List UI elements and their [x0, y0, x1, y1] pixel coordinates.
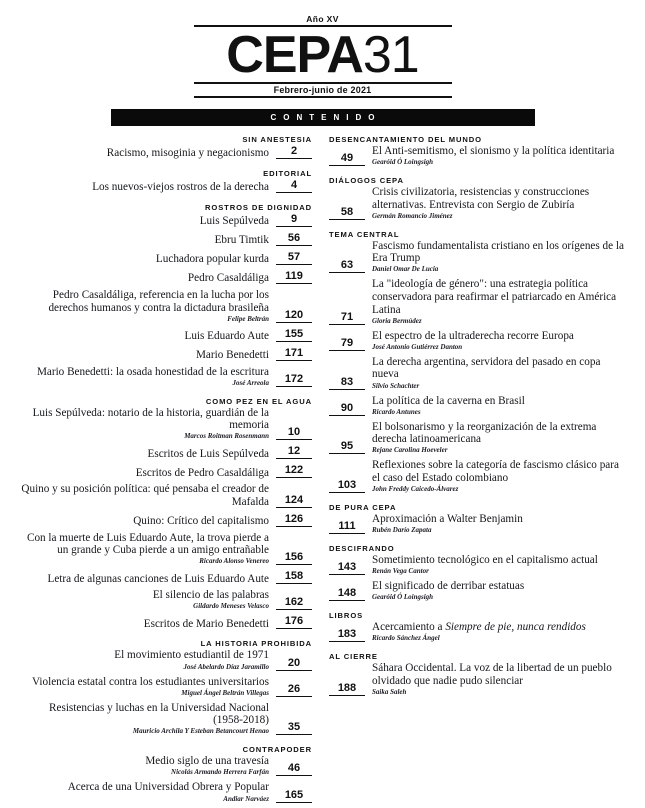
toc-entry-page-number[interactable]: 155 — [276, 328, 312, 342]
toc-entry[interactable] — [329, 554, 627, 576]
toc-entry-title: Violencia estatal contra los estudiantes universitarios — [32, 675, 269, 688]
toc-entry-page-number[interactable]: 63 — [329, 259, 365, 273]
toc-entry-page-number[interactable]: 26 — [276, 683, 312, 697]
toc-entry-page-number[interactable]: 162 — [276, 596, 312, 610]
toc-entry-author: Andiar Narváez — [223, 794, 269, 803]
toc-entry-title: El movimiento estudiantil de 1971 — [114, 649, 269, 662]
toc-entry-textblock — [372, 395, 627, 417]
toc-entry-textblock — [372, 554, 627, 576]
toc-entry-title: El bolsonarismo y la reorganización de la extrema derecha latinoamericana — [372, 420, 597, 446]
toc-entry[interactable] — [18, 445, 312, 460]
toc-entry-title: La derecha argentina, servidora del pasado en copa nueva — [372, 355, 601, 381]
toc-entry[interactable] — [329, 278, 627, 325]
toc-entry-page-number[interactable]: 10 — [276, 426, 312, 440]
toc-entry-textblock — [18, 618, 269, 631]
toc-entry[interactable] — [329, 580, 627, 602]
toc-entry-page-number[interactable]: 46 — [276, 762, 312, 776]
toc-entry-title: Luis Sepúlveda: notario de la historia, guardián de la memoria — [32, 406, 269, 432]
toc-entry[interactable] — [18, 615, 312, 630]
toc-entry-page-number[interactable]: 12 — [276, 445, 312, 459]
toc-entry-author: Rejane Carolina Hoeveler — [372, 446, 448, 455]
toc-entry[interactable] — [18, 289, 312, 324]
toc-right-column — [320, 135, 627, 701]
toc-entry-page-number[interactable]: 143 — [329, 561, 365, 575]
toc-entry-textblock — [18, 289, 269, 324]
section-heading: LIBROS — [329, 611, 364, 621]
section-heading: COMO PEZ EN EL AGUA — [205, 396, 312, 406]
toc-entry-page-number[interactable]: 79 — [329, 337, 365, 351]
toc-entry-textblock — [18, 781, 269, 803]
toc-entry-title: La política de la caverna en Brasil — [372, 394, 525, 407]
toc-entry[interactable] — [329, 186, 627, 221]
toc-entry-textblock — [372, 240, 627, 275]
toc-entry[interactable] — [18, 179, 312, 194]
toc-entry-title: Acerca de una Universidad Obrera y Popular — [67, 781, 269, 794]
toc-entry[interactable] — [18, 232, 312, 247]
toc-entry-textblock — [18, 573, 269, 586]
toc-left-column — [18, 135, 320, 808]
toc-entry[interactable] — [18, 781, 312, 803]
toc-entry-author: Renán Vega Cantor — [372, 567, 429, 576]
toc-entry[interactable] — [18, 270, 312, 285]
section-heading: DESENCANTAMIENTO DEL MUNDO — [329, 135, 482, 144]
toc-entry-title: Quino y su posición política: qué pensaba el creador de Mafalda — [21, 483, 269, 509]
toc-entry-textblock — [372, 459, 627, 494]
toc-entry-title-italic: Siempre de pie, nunca rendidos — [445, 621, 586, 634]
toc-entry-page-number[interactable]: 172 — [276, 373, 312, 387]
toc-entry-textblock — [18, 272, 269, 285]
toc-entry-page-number[interactable]: 171 — [276, 347, 312, 361]
toc-entry-author: Saika Saleh — [372, 688, 407, 697]
toc-entry-page-number[interactable]: 9 — [276, 213, 312, 227]
toc-entry-title: Sometimiento tecnológico en el capitalismo actual — [372, 554, 598, 567]
toc-entry-page-number[interactable]: 103 — [329, 479, 365, 493]
toc-entry-page-number[interactable]: 57 — [276, 251, 312, 265]
section-heading: SIN ANESTESIA — [242, 135, 312, 144]
toc-entry-author: Miguel Ángel Beltrán Villegas — [181, 688, 269, 697]
toc-entry-author: Ricardo Sánchez Ángel — [372, 634, 440, 643]
toc-entry-author: Ricardo Antunes — [372, 407, 421, 416]
toc-entry[interactable] — [329, 330, 627, 352]
toc-entry[interactable] — [18, 407, 312, 442]
toc-entry[interactable] — [329, 356, 627, 391]
toc-entry-page-number[interactable]: 120 — [276, 309, 312, 323]
toc-entry[interactable] — [18, 513, 312, 528]
section-heading: DIÁLOGOS CEPA — [329, 176, 404, 186]
toc-entry[interactable] — [329, 662, 627, 697]
toc-entry-textblock — [372, 186, 627, 221]
toc-entry-author: Nicolás Armando Herrera Farfán — [171, 768, 269, 777]
toc-entry-textblock — [18, 483, 269, 508]
toc-entry-page-number[interactable]: 122 — [276, 464, 312, 478]
year-label: Año XV — [306, 14, 339, 24]
toc-entry-textblock — [18, 366, 269, 388]
toc-entry-textblock — [18, 407, 269, 442]
toc-entry[interactable] — [18, 347, 312, 362]
toc-entry-textblock — [18, 532, 269, 567]
toc-entry-page-number[interactable]: 90 — [329, 402, 365, 416]
toc-entry-textblock — [18, 515, 269, 528]
logo-number: 31 — [362, 26, 419, 84]
section-heading: CONTRAPODER — [242, 745, 312, 755]
toc-entry-textblock — [372, 421, 627, 456]
toc-entry-title: Con la muerte de Luis Eduardo Aute, la trova pierde a un grande y Cuba pierde a un amigo entrañable — [26, 531, 269, 557]
toc-entry-author: Marcos Roitman Rosenmann — [184, 432, 269, 441]
section-heading: AL CIERRE — [329, 652, 378, 662]
section-heading: LA HISTORIA PROHIBIDA — [200, 639, 312, 649]
toc-entry-textblock — [18, 181, 269, 194]
toc-entry-textblock — [18, 330, 269, 343]
toc-entry-title: Los nuevos-viejos rostros de la derecha — [92, 181, 269, 194]
toc-entry-textblock — [18, 147, 269, 160]
toc-entry-title: El espectro de la ultraderecha recorre Europa — [372, 329, 574, 342]
toc-entry-textblock — [18, 215, 269, 228]
toc-entry-title: Racismo, misoginia y negacionismo — [106, 147, 269, 160]
toc-entry-author: Gearóid Ó Loingsigh — [372, 158, 434, 167]
toc-entry-title: Reflexiones sobre la categoría de fascismo clásico para el caso del Estado colombiano — [372, 459, 619, 484]
toc-entry-page-number[interactable]: 49 — [329, 152, 365, 166]
toc-entry-author: Gearóid Ó Loingsigh — [372, 593, 434, 602]
toc-entry-author: Felipe Beltrán — [227, 314, 269, 323]
logo — [194, 27, 452, 82]
toc-entry-textblock — [18, 589, 269, 611]
toc-entry-textblock — [372, 621, 627, 643]
toc-entry-title: Mario Benedetti — [195, 349, 269, 362]
toc-entry[interactable] — [18, 145, 312, 160]
toc-entry-author: Rubén Darío Zapata — [372, 526, 432, 535]
toc-entry-page-number[interactable]: 111 — [329, 520, 365, 534]
toc-entry-page-number[interactable]: 58 — [329, 206, 365, 220]
toc-entry-page-number[interactable]: 183 — [329, 628, 365, 642]
toc-entry[interactable] — [18, 328, 312, 343]
toc-entry-textblock — [18, 448, 269, 461]
toc-entry-title: Ebru Timtik — [214, 234, 269, 247]
toc-entry-title: Acercamiento a Siempre de pie, nunca rendidos — [372, 621, 586, 634]
toc-entry[interactable] — [18, 570, 312, 585]
toc-entry-page-number[interactable]: 119 — [276, 270, 312, 284]
toc-entry-title: Escritos de Luis Sepúlveda — [147, 447, 269, 460]
toc-entry-author: Ricardo Alonso Venereo — [199, 557, 269, 566]
toc-entry-author: José Antonio Gutiérrez Danton — [372, 342, 463, 351]
toc-entry-page-number[interactable]: 156 — [276, 551, 312, 565]
toc-entry-page-number[interactable]: 2 — [276, 145, 312, 159]
toc-entry-textblock — [372, 330, 627, 352]
toc-entry-author: José Abelardo Díaz Jaramillo — [183, 662, 269, 671]
toc-entry-textblock — [18, 467, 269, 480]
toc-entry-title: Sáhara Occidental. La voz de la libertad de un pueblo olvidado que nadie pudo silenciar — [372, 662, 612, 687]
toc-entry-textblock — [18, 649, 269, 671]
toc-entry-title: Escritos de Pedro Casaldáliga — [135, 466, 269, 479]
toc-entry-author: Daniel Omar De Lucia — [372, 265, 439, 274]
toc-entry-title: El significado de derribar estatuas — [372, 580, 525, 593]
toc-entry[interactable] — [18, 483, 312, 508]
toc-entry-textblock — [372, 662, 627, 697]
toc-entry-textblock — [372, 513, 627, 535]
toc-entry-title: Luchadora popular kurda — [155, 253, 269, 266]
toc-entry-title: Fascismo fundamentalista cristiano en los orígenes de la Era Trump — [372, 239, 624, 265]
toc-entry-textblock — [18, 676, 269, 698]
toc-entry[interactable] — [329, 395, 627, 417]
toc-entry-author: Germán Romancio Jiménez — [372, 211, 453, 220]
logo-word: CEPA — [226, 26, 363, 84]
section-heading: ROSTROS DE DIGNIDAD — [205, 203, 312, 212]
toc-entry-page-number[interactable]: 158 — [276, 570, 312, 584]
toc-entry-textblock — [18, 702, 269, 737]
toc-entry-title: Quino: Crítico del capitalismo — [133, 515, 269, 528]
masthead — [18, 14, 627, 98]
toc-entry-textblock — [18, 234, 269, 247]
toc-entry-page-number[interactable]: 83 — [329, 376, 365, 390]
toc-entry[interactable] — [18, 589, 312, 611]
section-heading: DESCIFRANDO — [329, 544, 395, 554]
toc-entry[interactable] — [18, 251, 312, 266]
toc-entry-author: Mauricio Archila Y Esteban Betancourt Henao — [132, 727, 269, 736]
toc-entry-page-number[interactable]: 95 — [329, 440, 365, 454]
toc-entry-author: José Arreola — [232, 378, 269, 387]
toc-entry[interactable] — [18, 532, 312, 567]
toc-entry-textblock — [372, 356, 627, 391]
toc-entry-page-number[interactable]: 188 — [329, 682, 365, 696]
toc-entry-author: John Freddy Caicedo-Álvarez — [372, 485, 459, 493]
toc-entry[interactable] — [18, 649, 312, 671]
toc-entry-title: Pedro Casaldáliga — [187, 272, 269, 285]
toc-entry-title: Luis Eduardo Aute — [184, 330, 269, 343]
toc-entry-title: La "ideología de género": una estrategia política conservadora para reafirmar el patriarcado en América Latina — [372, 278, 617, 316]
toc-entry-author: Silvio Schachter — [372, 381, 420, 390]
toc-entry-textblock — [18, 755, 269, 777]
toc-entry-page-number[interactable]: 148 — [329, 587, 365, 601]
toc-entry[interactable] — [18, 702, 312, 737]
toc-entry[interactable] — [18, 676, 312, 698]
toc-entry[interactable] — [18, 366, 312, 388]
toc-entry-title: Mario Benedetti: la osada honestidad de la escritura — [36, 365, 269, 378]
toc-entry[interactable] — [18, 464, 312, 479]
toc-entry-author: Gloria Bermúdez — [372, 316, 422, 325]
toc-entry-title: Medio siglo de una travesía — [145, 755, 269, 768]
toc-entry[interactable] — [329, 145, 627, 167]
toc-entry-title: El silencio de las palabras — [152, 589, 269, 602]
toc-entry-title: Resistencias y luchas en la Universidad Nacional (1958-2018) — [49, 701, 269, 727]
toc-columns — [18, 135, 627, 808]
toc-entry-page-number[interactable]: 20 — [276, 657, 312, 671]
toc-entry-textblock — [372, 278, 627, 325]
toc-entry[interactable] — [329, 240, 627, 275]
section-heading: DE PURA CEPA — [329, 503, 397, 512]
toc-entry-title: El Anti-semitismo, el sionismo y la política identitaria — [372, 145, 615, 157]
toc-entry-page-number[interactable]: 71 — [329, 311, 365, 325]
toc-entry-title: Aproximación a Walter Benjamin — [372, 513, 523, 525]
rule-bottom — [194, 96, 452, 98]
toc-entry[interactable] — [329, 621, 627, 643]
toc-entry-textblock — [372, 580, 627, 602]
toc-entry-textblock — [18, 253, 269, 266]
toc-entry[interactable] — [329, 459, 627, 494]
toc-entry[interactable] — [329, 513, 627, 535]
toc-entry-textblock — [18, 349, 269, 362]
toc-entry-author: Gildardo Meneses Velasco — [193, 602, 269, 611]
masthead-rules — [194, 25, 452, 98]
toc-entry-title: Letra de algunas canciones de Luis Eduardo Aute — [47, 572, 269, 585]
toc-entry-textblock — [372, 145, 627, 167]
contenido-banner: CONTENIDO — [111, 109, 535, 126]
toc-entry-title: Escritos de Mario Benedetti — [143, 617, 269, 630]
toc-entry-title: Crisis civilizatoria, resistencias y construcciones alternativas. Entrevista con Sergio de Zubiría — [372, 186, 590, 211]
toc-entry[interactable] — [18, 213, 312, 228]
toc-entry-page-number[interactable]: 124 — [276, 494, 312, 508]
toc-entry-page-number[interactable]: 35 — [276, 721, 312, 735]
toc-entry-page-number[interactable]: 4 — [276, 179, 312, 193]
section-heading: EDITORIAL — [263, 169, 312, 178]
toc-entry-page-number[interactable]: 176 — [276, 615, 312, 629]
toc-entry-title: Luis Sepúlveda — [199, 215, 269, 228]
toc-entry-page-number[interactable]: 165 — [276, 789, 312, 803]
toc-entry-page-number[interactable]: 126 — [276, 513, 312, 527]
toc-entry[interactable] — [18, 755, 312, 777]
section-heading: TEMA CENTRAL — [329, 229, 400, 239]
toc-entry-page-number[interactable]: 56 — [276, 232, 312, 246]
issue-date: Febrero-junio de 2021 — [273, 85, 372, 95]
toc-entry[interactable] — [329, 421, 627, 456]
toc-entry-title: Pedro Casaldáliga, referencia en la lucha por los derechos humanos y contra la dictadura brasileña — [48, 289, 269, 314]
